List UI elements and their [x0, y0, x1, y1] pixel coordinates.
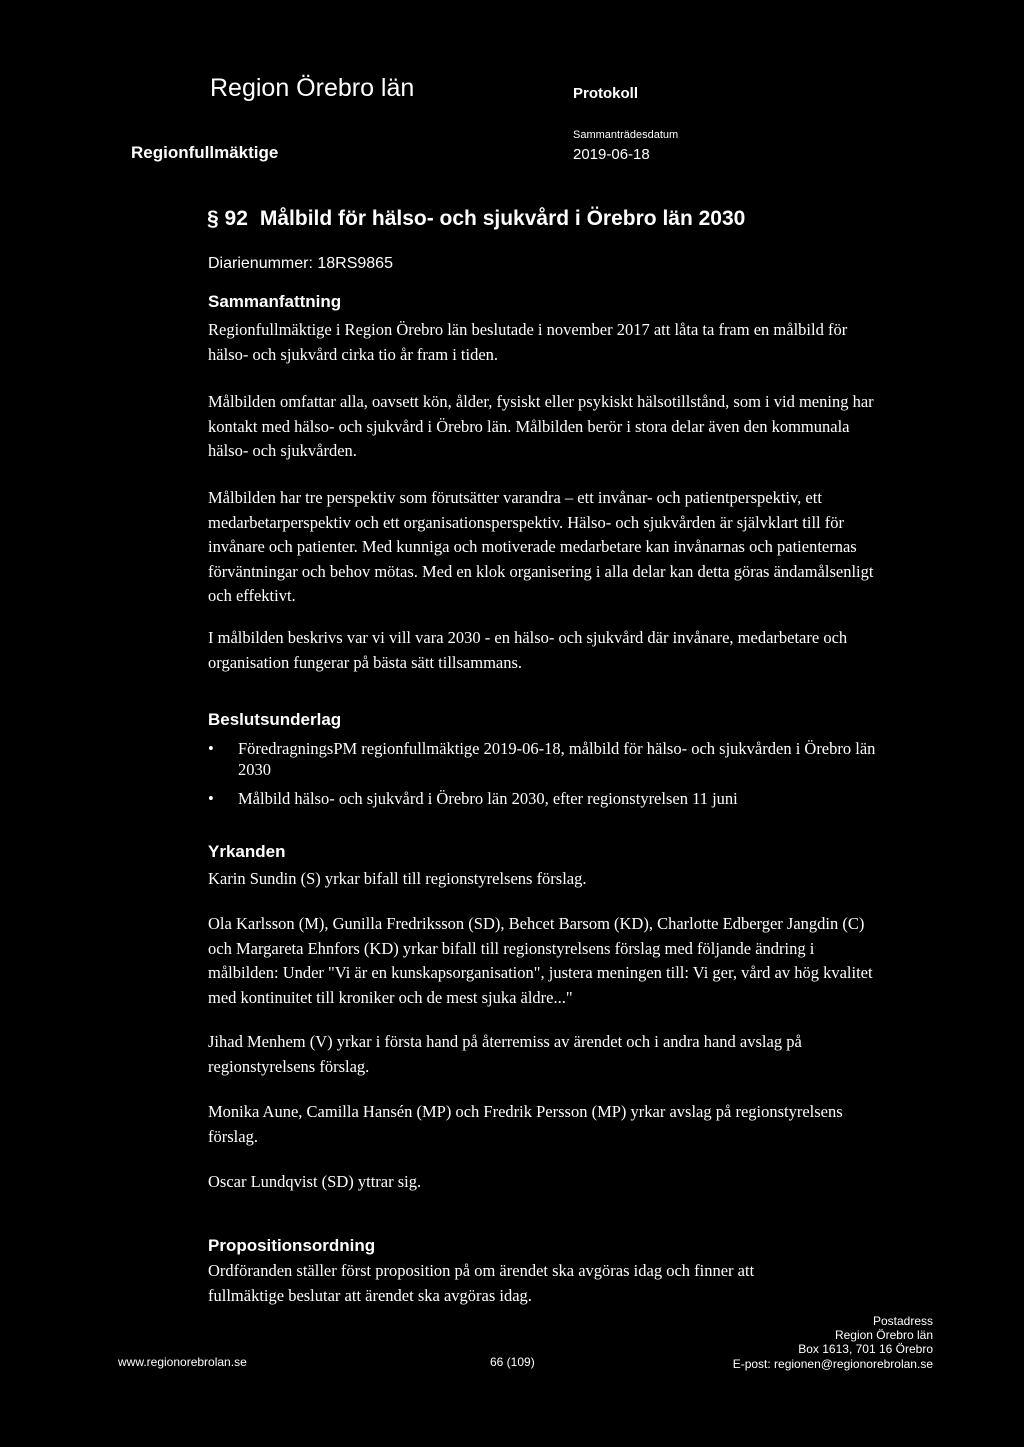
proposition-heading: Propositionsordning	[208, 1236, 376, 1255]
summary-heading: Sammanfattning	[208, 292, 342, 311]
motion-paragraph: Karin Sundin (S) yrkar bifall till regionstyrelsens förslag.	[208, 869, 587, 888]
motion-paragraph: Ola Karlsson (M), Gunilla Fredriksson (SD), Behcet Barsom (KD), Charlotte Edberger Jangdin (C) och Margareta Ehnfors (KD) yrkar bifall till regionstyrelsens förslag med följande ändring i målbilden: Under "Vi är en kunskapsorganisation", justera meningen till: Vi ger, vård av hög kvalitet med kontinuitet till kroniker och de mest sjuka äldre..."	[208, 914, 873, 1007]
list-item	[208, 788, 888, 809]
list-item	[208, 738, 888, 780]
motion-paragraph: Oscar Lundqvist (SD) yttrar sig.	[208, 1172, 422, 1191]
motions-heading: Yrkanden	[208, 842, 286, 861]
summary-paragraph: I målbilden beskrivs var vi vill vara 2030 - en hälso- och sjukvård där invånare, medarbetare och organisation fungerar på bästa sätt tillsammans.	[208, 628, 848, 672]
diary-number: Diarienummer: 18RS9865	[208, 255, 393, 272]
summary-paragraph: Regionfullmäktige i Region Örebro län beslutade i november 2017 att låta ta fram en målbild för hälso- och sjukvård cirka tio år fram i tiden.	[208, 320, 848, 364]
summary-paragraph: Målbilden har tre perspektiv som förutsätter varandra – ett invånar- och patientperspektiv, ett medarbetarperspektiv och ett organisationsperspektiv. Hälso- och sjukvården är självklart till för invånare och patienter. Med kunniga och motiverade medarbetare kan invånarnas och patienternas förväntningar och behov mötas. Med en klok organisering i alla delar kan detta göras ändamålsenligt och effektivt.	[208, 488, 874, 605]
address-email: E-post: regionen@regionorebrolan.se	[732, 1356, 933, 1371]
motion-paragraph: Monika Aune, Camilla Hansén (MP) och Fredrik Persson (MP) yrkar avslag på regionstyrelsens förslag.	[208, 1102, 843, 1146]
title-text: Målbild för hälso- och sjukvård i Örebro län 2030	[259, 207, 746, 230]
document-type: Protokoll	[573, 85, 639, 102]
list-item-text: FöredragningsPM regionfullmäktige 2019-06-18, målbild för hälso- och sjukvården i Örebro län 2030	[238, 739, 876, 779]
proposition-paragraph: Ordföranden ställer först proposition på om ärendet ska avgöras idag och finner att fullmäktige beslutar att ärendet ska avgöras idag.	[208, 1261, 755, 1305]
postal-address	[733, 1314, 933, 1371]
address-label: Postadress	[872, 1314, 933, 1328]
footer-website: www.regionorebrolan.se	[118, 1355, 247, 1369]
board-name: Regionfullmäktige	[131, 143, 279, 162]
meeting-date: 2019-06-18	[573, 146, 650, 163]
meeting-date-label: Sammanträdesdatum	[573, 129, 679, 141]
bullet-icon: •	[208, 789, 214, 808]
address-org: Region Örebro län	[834, 1328, 933, 1343]
motion-paragraph: Jihad Menhem (V) yrkar i första hand på återremiss av ärendet och i andra hand avslag på regionstyrelsens förslag.	[208, 1032, 802, 1076]
address-box: Box 1613, 701 16 Örebro	[798, 1342, 933, 1357]
basis-list	[208, 738, 888, 817]
page-number: 66 (109)	[490, 1355, 535, 1369]
org-name: Region Örebro län	[210, 74, 415, 102]
bullet-icon: •	[208, 739, 214, 758]
summary-paragraph: Målbilden omfattar alla, oavsett kön, ålder, fysiskt eller psykiskt hälsotillstånd, som i vid mening har kontakt med hälso- och sjukvård i Örebro län. Målbilden berör i stora delar även den kommunala hälso- och sjukvården.	[208, 392, 874, 460]
basis-heading: Beslutsunderlag	[208, 710, 342, 729]
page-title	[207, 207, 745, 231]
paragraph-number: § 92	[207, 207, 248, 230]
list-item-text: Målbild hälso- och sjukvård i Örebro län 2030, efter regionstyrelsen 11 juni	[238, 789, 738, 808]
